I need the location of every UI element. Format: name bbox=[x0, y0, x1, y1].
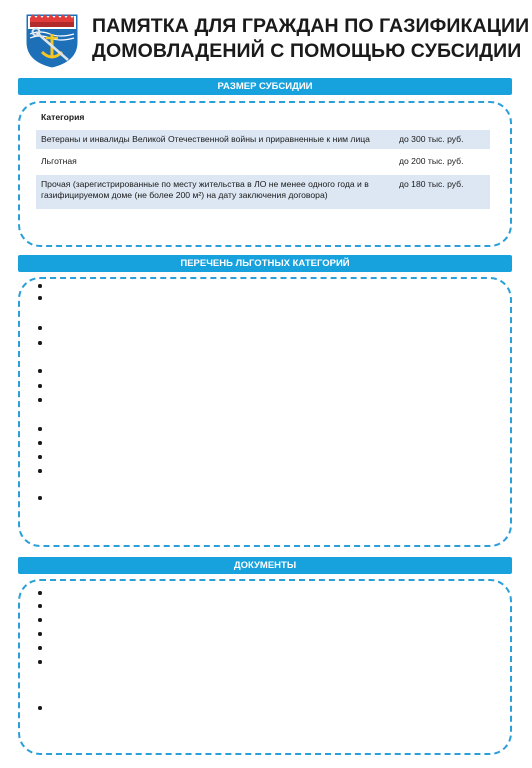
table-row bbox=[36, 130, 490, 149]
bullet-item bbox=[38, 604, 44, 610]
bullet-item bbox=[38, 341, 44, 347]
row-amount: до 300 тыс. руб. bbox=[394, 130, 490, 149]
section-bar-documents: ДОКУМЕНТЫ bbox=[18, 557, 512, 574]
table-row bbox=[36, 149, 490, 175]
bullet-item bbox=[38, 427, 44, 433]
bullet-item bbox=[38, 455, 44, 461]
bullet-item bbox=[38, 441, 44, 447]
header bbox=[0, 0, 532, 74]
bullet-item bbox=[38, 284, 44, 290]
bullet-item bbox=[38, 660, 44, 666]
bullet-item bbox=[38, 646, 44, 652]
bullet-item bbox=[38, 632, 44, 638]
page-title bbox=[92, 14, 530, 64]
bullet-item bbox=[38, 369, 44, 375]
coat-of-arms-icon bbox=[22, 6, 82, 70]
section-bar-categories: ПЕРЕЧЕНЬ ЛЬГОТНЫХ КАТЕГОРИЙ bbox=[18, 255, 512, 272]
bullet-item bbox=[38, 326, 44, 332]
bullet-item bbox=[38, 469, 44, 475]
subsidy-table bbox=[36, 105, 490, 209]
bullet-item bbox=[38, 706, 44, 712]
documents-box bbox=[18, 579, 512, 755]
bullet-item bbox=[38, 496, 44, 502]
table-header-row bbox=[36, 105, 490, 130]
bullet-item bbox=[38, 618, 44, 624]
title-line-1: ПАМЯТКА ДЛЯ ГРАЖДАН ПО ГАЗИФИКАЦИИ bbox=[92, 15, 530, 37]
table-row bbox=[36, 175, 490, 209]
table-header-category: Категория bbox=[41, 112, 85, 122]
row-category: Прочая (зарегистрированные по месту жительства в ЛО не менее одного года и в газифицируемом доме (не более 200 м²) на дату заключения договора) bbox=[36, 175, 394, 209]
bullet-item bbox=[38, 384, 44, 390]
section-bar-subsidy-size: РАЗМЕР СУБСИДИИ bbox=[18, 78, 512, 95]
row-category: Ветераны и инвалиды Великой Отечественной войны и приравненные к ним лица bbox=[36, 130, 394, 149]
categories-box bbox=[18, 277, 512, 547]
title-line-2: ДОМОВЛАДЕНИЙ С ПОМОЩЬЮ СУБСИДИИ bbox=[92, 40, 522, 62]
bullet-item bbox=[38, 591, 44, 597]
row-amount: до 200 тыс. руб. bbox=[399, 156, 464, 166]
bullet-item bbox=[38, 398, 44, 404]
row-category: Льготная bbox=[41, 156, 77, 166]
row-amount: до 180 тыс. руб. bbox=[394, 175, 490, 209]
bullet-item bbox=[38, 296, 44, 302]
